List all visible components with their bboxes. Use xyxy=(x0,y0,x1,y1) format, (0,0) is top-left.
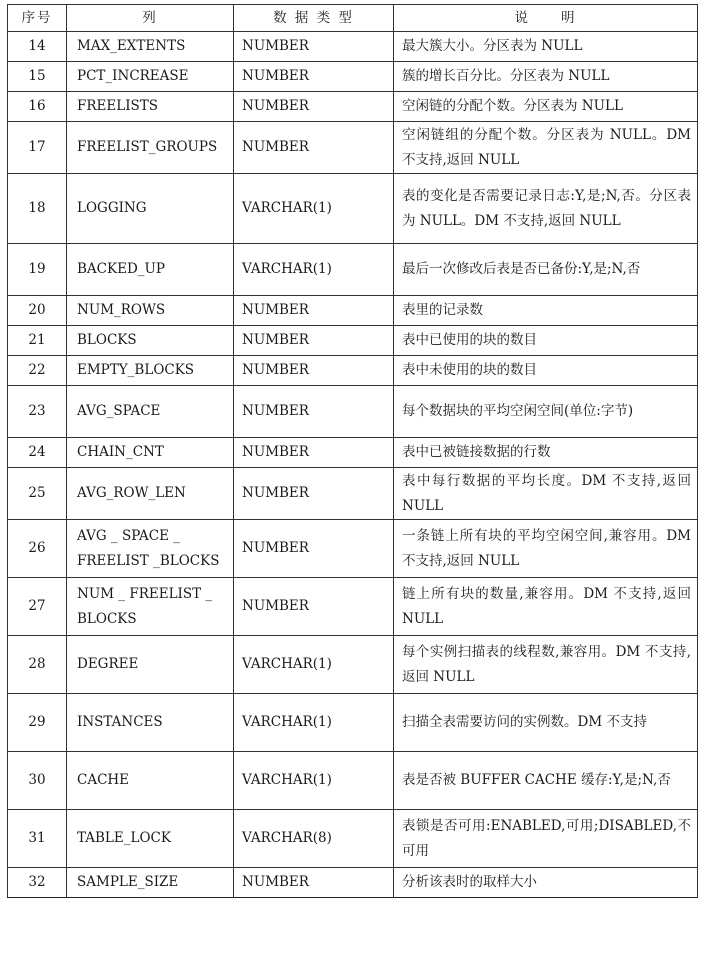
cell-column-name: CHAIN_CNT xyxy=(67,438,234,468)
cell-column-name: FREELISTS xyxy=(67,92,234,122)
cell-no: 29 xyxy=(8,694,67,752)
cell-description: 表里的记录数 xyxy=(394,296,698,326)
cell-data-type: NUMBER xyxy=(234,438,394,468)
cell-no: 27 xyxy=(8,578,67,636)
cell-no: 30 xyxy=(8,752,67,810)
cell-column-name: EMPTY_BLOCKS xyxy=(67,356,234,386)
cell-data-type: NUMBER xyxy=(234,356,394,386)
cell-no: 23 xyxy=(8,386,67,438)
table-row xyxy=(8,296,698,326)
cell-data-type: NUMBER xyxy=(234,386,394,438)
cell-description: 表中未使用的块的数目 xyxy=(394,356,698,386)
header-no: 序号 xyxy=(8,5,67,32)
cell-column-name: NUM_ROWS xyxy=(67,296,234,326)
cell-column-name: BLOCKS xyxy=(67,326,234,356)
header-data-type: 数 据 类 型 xyxy=(234,5,394,32)
cell-data-type: VARCHAR(1) xyxy=(234,752,394,810)
cell-column-name: NUM _ FREELIST _ BLOCKS xyxy=(67,578,234,636)
table-row xyxy=(8,386,698,438)
cell-description: 每个实例扫描表的线程数,兼容用。DM 不支持,返回 NULL xyxy=(394,636,698,694)
cell-column-name: MAX_EXTENTS xyxy=(67,32,234,62)
cell-description: 链上所有块的数量,兼容用。DM 不支持,返回 NULL xyxy=(394,578,698,636)
cell-description: 表是否被 BUFFER CACHE 缓存:Y,是;N,否 xyxy=(394,752,698,810)
table-row xyxy=(8,520,698,578)
table-row xyxy=(8,92,698,122)
cell-description: 最后一次修改后表是否已备份:Y,是;N,否 xyxy=(394,244,698,296)
header-column: 列 xyxy=(67,5,234,32)
table-row xyxy=(8,438,698,468)
cell-data-type: NUMBER xyxy=(234,122,394,174)
cell-no: 25 xyxy=(8,468,67,520)
cell-data-type: VARCHAR(8) xyxy=(234,810,394,868)
cell-no: 32 xyxy=(8,868,67,898)
cell-description: 空闲链的分配个数。分区表为 NULL xyxy=(394,92,698,122)
cell-data-type: NUMBER xyxy=(234,868,394,898)
cell-no: 17 xyxy=(8,122,67,174)
table-row xyxy=(8,752,698,810)
table-header xyxy=(8,5,698,32)
cell-column-name: INSTANCES xyxy=(67,694,234,752)
data-dictionary-table xyxy=(7,4,698,898)
table-row xyxy=(8,174,698,244)
cell-no: 16 xyxy=(8,92,67,122)
cell-description: 表中每行数据的平均长度。DM 不支持,返回 NULL xyxy=(394,468,698,520)
cell-description: 一条链上所有块的平均空闲空间,兼容用。DM 不支持,返回 NULL xyxy=(394,520,698,578)
table-row xyxy=(8,810,698,868)
header-row xyxy=(8,5,698,32)
cell-no: 15 xyxy=(8,62,67,92)
cell-no: 19 xyxy=(8,244,67,296)
cell-data-type: NUMBER xyxy=(234,326,394,356)
cell-description: 表的变化是否需要记录日志:Y,是;N,否。分区表为 NULL。DM 不支持,返回 NULL xyxy=(394,174,698,244)
cell-column-name: AVG_ROW_LEN xyxy=(67,468,234,520)
table-body xyxy=(8,32,698,898)
cell-no: 20 xyxy=(8,296,67,326)
cell-column-name: PCT_INCREASE xyxy=(67,62,234,92)
cell-no: 24 xyxy=(8,438,67,468)
cell-description: 簇的增长百分比。分区表为 NULL xyxy=(394,62,698,92)
table-row xyxy=(8,244,698,296)
table-row xyxy=(8,356,698,386)
cell-data-type: NUMBER xyxy=(234,578,394,636)
cell-column-name: LOGGING xyxy=(67,174,234,244)
table-row xyxy=(8,468,698,520)
cell-column-name: CACHE xyxy=(67,752,234,810)
cell-data-type: NUMBER xyxy=(234,32,394,62)
cell-column-name: AVG_SPACE xyxy=(67,386,234,438)
cell-column-name: DEGREE xyxy=(67,636,234,694)
table-row xyxy=(8,32,698,62)
cell-data-type: NUMBER xyxy=(234,62,394,92)
table-row xyxy=(8,62,698,92)
cell-column-name: BACKED_UP xyxy=(67,244,234,296)
header-description: 说 明 xyxy=(394,5,698,32)
cell-description: 表中已使用的块的数目 xyxy=(394,326,698,356)
cell-no: 18 xyxy=(8,174,67,244)
cell-data-type: NUMBER xyxy=(234,468,394,520)
cell-data-type: NUMBER xyxy=(234,296,394,326)
cell-description: 每个数据块的平均空闲空间(单位:字节) xyxy=(394,386,698,438)
table-row xyxy=(8,326,698,356)
table-row xyxy=(8,694,698,752)
cell-description: 空闲链组的分配个数。分区表为 NULL。DM 不支持,返回 NULL xyxy=(394,122,698,174)
cell-data-type: VARCHAR(1) xyxy=(234,636,394,694)
cell-column-name: FREELIST_GROUPS xyxy=(67,122,234,174)
cell-data-type: VARCHAR(1) xyxy=(234,174,394,244)
cell-data-type: NUMBER xyxy=(234,92,394,122)
cell-no: 28 xyxy=(8,636,67,694)
cell-no: 22 xyxy=(8,356,67,386)
cell-column-name: TABLE_LOCK xyxy=(67,810,234,868)
cell-no: 31 xyxy=(8,810,67,868)
cell-description: 最大簇大小。分区表为 NULL xyxy=(394,32,698,62)
cell-data-type: VARCHAR(1) xyxy=(234,694,394,752)
cell-column-name: AVG _ SPACE _ FREELIST _BLOCKS xyxy=(67,520,234,578)
table-row xyxy=(8,636,698,694)
cell-column-name: SAMPLE_SIZE xyxy=(67,868,234,898)
cell-data-type: VARCHAR(1) xyxy=(234,244,394,296)
cell-no: 26 xyxy=(8,520,67,578)
table-row xyxy=(8,868,698,898)
cell-description: 扫描全表需要访问的实例数。DM 不支持 xyxy=(394,694,698,752)
cell-description: 表锁是否可用:ENABLED,可用;DISABLED,不可用 xyxy=(394,810,698,868)
cell-no: 21 xyxy=(8,326,67,356)
table-row xyxy=(8,122,698,174)
cell-description: 表中已被链接数据的行数 xyxy=(394,438,698,468)
cell-data-type: NUMBER xyxy=(234,520,394,578)
table-row xyxy=(8,578,698,636)
cell-no: 14 xyxy=(8,32,67,62)
cell-description: 分析该表时的取样大小 xyxy=(394,868,698,898)
